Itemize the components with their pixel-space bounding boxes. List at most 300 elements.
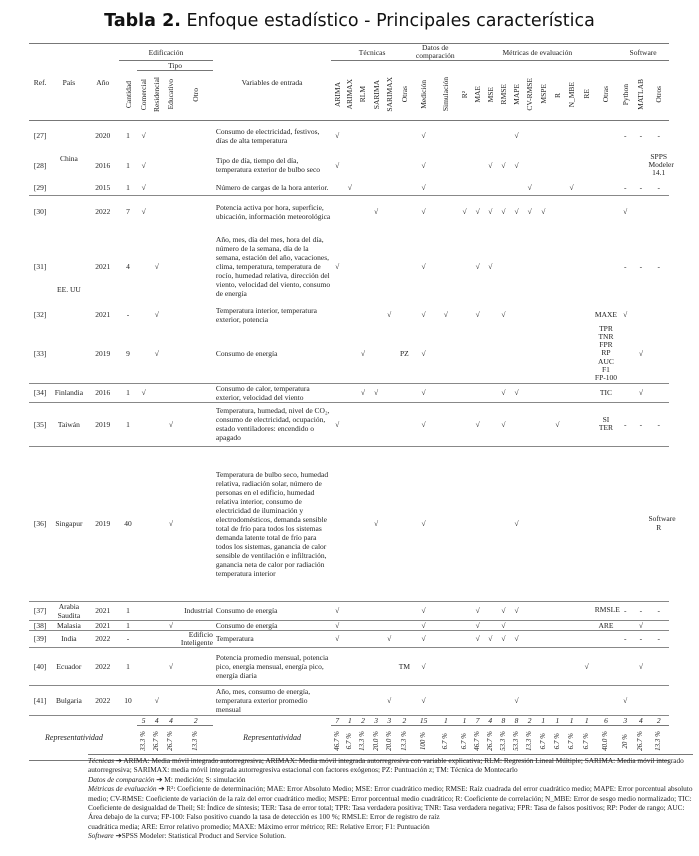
header-label: Python <box>620 83 630 105</box>
header-country: País <box>51 44 86 121</box>
percent-value: 100 % <box>419 732 428 751</box>
header-otras-2 <box>595 71 617 121</box>
country-cell: Ecuador <box>51 647 86 685</box>
cell-medici-n: √ <box>413 383 434 402</box>
quantity-cell: 1 <box>119 620 137 630</box>
cell-cv-rmse <box>523 151 536 180</box>
country-cell: Taiwán <box>51 402 86 446</box>
cell-mse <box>484 620 497 630</box>
header-label: MSPE <box>538 84 548 105</box>
cell-re <box>579 305 595 325</box>
cell-mspe <box>536 180 550 196</box>
cell-sarimax <box>383 601 396 620</box>
cell-n-mbe <box>565 325 579 384</box>
cell-r <box>550 685 564 715</box>
cell-r <box>550 325 564 384</box>
cell-sarimax: √ <box>383 685 396 715</box>
cell-otras <box>595 685 617 715</box>
year-cell: 2016 <box>87 383 119 402</box>
cell-rlm <box>356 196 369 228</box>
cell-mspe <box>536 620 550 630</box>
cell-arima: √ <box>331 601 343 620</box>
cell-sarima: √ <box>370 446 383 601</box>
cell-rlm <box>356 685 369 715</box>
footnote-label: Software <box>88 831 114 841</box>
building-otro-cell <box>179 180 213 196</box>
cell-arima <box>331 305 343 325</box>
cell-mse <box>484 647 497 685</box>
building-residencial-cell <box>150 620 163 630</box>
quantity-cell: 1 <box>119 601 137 620</box>
percent-value: 46.7 % <box>473 731 482 751</box>
cell-mspe <box>536 151 550 180</box>
cell-medici-n: √ <box>413 180 434 196</box>
header-cv-rmse <box>523 71 536 121</box>
method-count: 1 <box>579 715 595 725</box>
cell-otras <box>396 620 413 630</box>
percent-value: 26.7 % <box>166 731 175 751</box>
cell-mae: √ <box>472 620 484 630</box>
cell-mae: √ <box>475 261 480 271</box>
cell-medici-n: √ <box>413 630 434 647</box>
cell-otras <box>595 446 617 601</box>
cell-medici-n: √ <box>413 325 434 384</box>
cell-arimax <box>343 446 356 601</box>
cell-simulaci-n <box>434 630 457 647</box>
cell-otras: MAXE <box>594 310 618 319</box>
footnote <box>88 784 693 822</box>
ref-cell: [29] <box>29 180 51 196</box>
building-educativo-cell <box>163 383 178 402</box>
year-cell: 2022 <box>87 630 119 647</box>
header-label: RLM <box>358 86 368 103</box>
header-variables: Variables de entrada <box>213 44 331 121</box>
percent-value: 26.7 % <box>485 731 494 751</box>
cell-simulaci-n <box>434 228 457 305</box>
ref-cell: [40] <box>29 647 51 685</box>
quantity-cell: 4 <box>126 261 130 271</box>
percent-value: 20 % <box>620 733 629 749</box>
building-comercial-cell <box>137 305 150 325</box>
cell-matlab: √ <box>633 620 648 630</box>
cell-sarimax <box>383 228 396 305</box>
header-label: Simulación <box>441 77 451 112</box>
cell-otros <box>648 383 669 402</box>
cell-arimax <box>343 630 356 647</box>
cell-otras <box>396 630 413 647</box>
cell-medici-n: √ <box>413 620 434 630</box>
cell-otros: SPPS Modeler 14.1 <box>648 151 674 178</box>
cell-mape: √ <box>510 630 523 647</box>
percent-value: 20.0 % <box>371 731 380 751</box>
table-footnotes <box>88 754 693 841</box>
cell-rmse <box>497 685 510 715</box>
building-otro-cell: Edificio Inteligente <box>179 630 213 647</box>
cell-simulaci-n <box>434 121 457 151</box>
cell-cv-rmse <box>523 647 536 685</box>
cell-sarimax <box>383 647 396 685</box>
cell-re <box>579 121 595 151</box>
header-simulaci-n <box>434 71 457 121</box>
building-residencial-cell <box>150 196 163 228</box>
cell-r2 <box>457 685 471 715</box>
method-count: 6 <box>595 715 617 725</box>
header-group-metrics: Métricas de evaluación <box>457 44 617 61</box>
building-comercial-cell: √ <box>141 207 146 217</box>
cell-cv-rmse: √ <box>527 207 532 217</box>
method-count: 3 <box>383 715 396 725</box>
percent-value: 13.3 % <box>525 731 534 751</box>
header-rlm <box>356 71 369 121</box>
year-cell: 2022 <box>87 647 119 685</box>
cell-n-mbe <box>565 383 579 402</box>
ref-cell: [37] <box>29 601 51 620</box>
building-educativo-cell <box>163 196 178 228</box>
header-type-group: Tipo <box>137 61 213 71</box>
cell-otros: Software R <box>648 446 669 601</box>
cell-mspe <box>536 228 550 305</box>
cell-python: √ <box>623 310 628 319</box>
header-label: Otro <box>191 87 201 102</box>
cell-medici-n: √ <box>421 131 426 141</box>
cell-cv-rmse: √ <box>523 180 536 196</box>
building-educativo-cell <box>163 685 178 715</box>
cell-python: √ <box>623 207 628 217</box>
cell-mape: √ <box>514 160 519 170</box>
building-count: 5 <box>137 715 150 725</box>
building-comercial-cell: √ <box>137 180 150 196</box>
year-cell: 2021 <box>87 620 119 630</box>
header-label: MAPE <box>512 83 522 105</box>
quantity-cell: 1 <box>126 131 130 141</box>
cell-matlab: √ <box>633 383 648 402</box>
building-otro-cell <box>179 647 213 685</box>
cell-otras: TIC <box>595 383 617 402</box>
cell-sarimax <box>383 196 396 228</box>
cell-python <box>617 325 633 384</box>
cell-mape: √ <box>514 131 519 141</box>
cell-r2 <box>457 620 471 630</box>
cell-rlm <box>356 228 369 305</box>
cell-sarima <box>370 620 383 630</box>
cell-rlm <box>356 446 369 601</box>
cell-mspe <box>536 383 550 402</box>
table-body <box>29 121 676 761</box>
percent-value: 6.7 % <box>441 732 450 750</box>
building-residencial-cell <box>150 647 163 685</box>
cell-n-mbe <box>565 630 579 647</box>
cell-simulaci-n <box>434 620 457 630</box>
country-cell: Malasia <box>51 620 86 630</box>
cell-mape: √ <box>514 207 519 217</box>
cell-simulaci-n <box>434 151 457 180</box>
header-mae <box>472 71 484 121</box>
building-educativo-cell: √ <box>163 402 178 446</box>
footnote <box>88 822 693 831</box>
cell-r2 <box>457 647 471 685</box>
cell-cv-rmse <box>523 383 536 402</box>
cell-sarima <box>370 305 383 325</box>
cell-simulaci-n <box>434 383 457 402</box>
cell-n-mbe <box>565 228 579 305</box>
cell-arima <box>331 383 343 402</box>
header-r <box>550 71 564 121</box>
cell-simulaci-n <box>434 180 457 196</box>
cell-cv-rmse <box>523 121 536 151</box>
cell-otras: ARE <box>595 620 617 630</box>
footnote-text: ➔SPSS Modeler: Statistical Product and Service Solution. <box>113 831 287 841</box>
cell-r2: √ <box>462 207 467 217</box>
cell-arima <box>331 647 343 685</box>
table-row <box>29 685 669 715</box>
header-label: MSE <box>485 86 495 102</box>
cell-cv-rmse <box>523 305 536 325</box>
cell-matlab: - <box>639 131 643 141</box>
cell-otras: PZ <box>396 325 413 384</box>
cell-rmse: √ <box>501 310 506 319</box>
header-label: Otras <box>399 86 409 103</box>
cell-rmse <box>497 325 510 384</box>
cell-arimax <box>343 620 356 630</box>
cell-otras <box>396 402 413 446</box>
cell-python: - <box>617 180 633 196</box>
cell-python: - <box>617 630 633 647</box>
header-n-mbe <box>565 71 579 121</box>
method-count: 4 <box>484 715 497 725</box>
input-variables-cell: Tipo de día, tiempo del día, temperatura exterior de bulbo seco <box>215 156 321 174</box>
cell-matlab: - <box>633 402 648 446</box>
input-variables-cell: Consumo de electricidad, festivos, días de alta temperatura <box>215 126 320 145</box>
cell-mse: √ <box>484 630 497 647</box>
building-residencial-cell <box>150 180 163 196</box>
cell-otras <box>396 446 413 601</box>
cell-rlm <box>356 630 369 647</box>
cell-arimax <box>343 121 356 151</box>
building-otro-cell <box>179 620 213 630</box>
building-residencial-cell <box>150 402 163 446</box>
table-row <box>29 121 669 151</box>
cell-mape: √ <box>510 685 523 715</box>
cell-mae <box>472 121 484 151</box>
cell-re <box>579 620 595 630</box>
building-educativo-cell <box>163 228 178 305</box>
cell-rlm <box>356 305 369 325</box>
header-label: Otras <box>601 86 611 103</box>
cell-mspe <box>536 685 550 715</box>
cell-medici-n: √ <box>421 261 426 271</box>
cell-re: √ <box>579 647 595 685</box>
cell-n-mbe <box>565 446 579 601</box>
cell-python <box>617 446 633 601</box>
quantity-cell: 1 <box>119 180 137 196</box>
quantity-cell: 1 <box>119 383 137 402</box>
building-residencial-cell <box>150 383 163 402</box>
footnote <box>88 775 693 784</box>
method-count: 1 <box>565 715 579 725</box>
cell-arima: √ <box>331 620 343 630</box>
building-residencial-cell <box>150 151 163 180</box>
cell-r <box>550 601 564 620</box>
cell-mae: √ <box>472 601 484 620</box>
cell-re <box>579 196 595 228</box>
cell-rmse <box>497 446 510 601</box>
table-row <box>29 305 669 325</box>
table-row <box>29 383 669 402</box>
cell-rmse: √ <box>501 207 506 217</box>
method-count: 7 <box>331 715 343 725</box>
cell-arima <box>331 446 343 601</box>
header-quantity: Cantidad <box>119 71 137 121</box>
building-educativo-cell <box>163 180 178 196</box>
cell-simulaci-n <box>434 325 457 384</box>
representativity-label: Representatividad <box>29 715 119 760</box>
building-residencial-cell <box>150 630 163 647</box>
input-variables-cell: Temperatura <box>213 630 331 647</box>
quantity-cell: 40 <box>119 446 137 601</box>
cell-simulaci-n <box>434 601 457 620</box>
cell-python <box>617 383 633 402</box>
cell-rmse <box>497 121 510 151</box>
cell-python <box>617 620 633 630</box>
percent-value: 20.0 % <box>384 731 393 751</box>
percent-value: 13.3 % <box>654 731 663 751</box>
header-ref: Ref. <box>29 44 51 121</box>
cell-re <box>579 601 595 620</box>
cell-arimax <box>343 228 356 305</box>
year-cell: 2019 <box>87 446 119 601</box>
footnote-text: ➔ R²: Coeficiente de determinación; MAE: Error Absoluto Medio; MSE: Error cuadrático medio; RMSE: Raíz cuadrada del error cuadrático medio; MAPE: Error porcentual absoluto medio; CV-RMSE: Coeficiente de variación de la raíz del error cuadrático medio; MSPE: Error porcentual medio cuadrático; R: Coeficiente de correlación; N_MBE: Error de sesgo medio normalizado; TIC: Coeficiente de desigualdad de Theil; SI: Índice de síntesis; TER: Tasa de error total; TPR: Tasa verdadera positiva; TNR: Tasa verdadera negativa; FPR: Tasa de falsos positivos; RP: Poder de rango; AUC: Área debajo de la curva; FP-100: Falso positivo cuando la tasa de detección es 100 %; RMSLE: Error de registro de raíz <box>88 784 693 822</box>
cell-arima <box>331 685 343 715</box>
cell-cv-rmse <box>523 630 536 647</box>
cell-n-mbe <box>565 402 579 446</box>
footnote <box>88 831 693 840</box>
input-variables-cell: Consumo de energía <box>213 620 331 630</box>
cell-rmse <box>497 180 510 196</box>
cell-cv-rmse <box>523 446 536 601</box>
quantity-cell: 1 <box>119 402 137 446</box>
cell-r: √ <box>550 402 564 446</box>
ref-cell: [32] <box>33 310 47 319</box>
cell-mse <box>484 685 497 715</box>
cell-mspe <box>536 305 550 325</box>
percent-value: 6.7 % <box>567 732 576 750</box>
cell-rmse: √ <box>497 620 510 630</box>
cell-mae: √ <box>472 630 484 647</box>
percent-value: 13.3 % <box>191 731 200 751</box>
header-r2 <box>457 71 471 121</box>
ref-cell: [41] <box>29 685 51 715</box>
building-residencial-cell <box>150 446 163 601</box>
cell-cv-rmse <box>523 402 536 446</box>
cell-python: - <box>623 131 627 141</box>
quantity-cell: - <box>126 310 130 319</box>
cell-mse <box>484 402 497 446</box>
percent-value: 6.7 % <box>460 732 469 750</box>
cell-sarima <box>370 151 383 180</box>
cell-otros: - <box>648 180 669 196</box>
cell-arimax <box>343 151 356 180</box>
cell-rlm <box>356 601 369 620</box>
cell-re <box>579 383 595 402</box>
cell-arimax: √ <box>343 180 356 196</box>
percent-value: 40.0 % <box>601 731 610 751</box>
cell-mape <box>510 228 523 305</box>
method-count: 1 <box>550 715 564 725</box>
cell-matlab: - <box>633 180 648 196</box>
method-count: 1 <box>536 715 550 725</box>
header-building-educativo <box>163 71 178 121</box>
building-educativo-cell <box>163 305 178 325</box>
year-cell: 2016 <box>95 160 111 170</box>
building-educativo-cell: √ <box>163 446 178 601</box>
cell-r2 <box>457 121 471 151</box>
header-group-techniques: Técnicas <box>331 44 413 61</box>
building-comercial-cell <box>137 228 150 305</box>
building-otro-cell <box>179 305 213 325</box>
cell-n-mbe <box>565 601 579 620</box>
method-count: 15 <box>413 715 434 725</box>
cell-cv-rmse <box>523 601 536 620</box>
cell-re <box>579 325 595 384</box>
cell-arima: √ <box>331 402 343 446</box>
cell-r <box>550 446 564 601</box>
cell-matlab: √ <box>633 325 648 384</box>
cell-sarima: √ <box>374 207 379 217</box>
building-otro-cell <box>179 446 213 601</box>
table-row <box>29 620 669 630</box>
country-cell: EE. UU <box>51 196 86 384</box>
cell-otras <box>396 196 413 228</box>
method-count: 1 <box>434 715 457 725</box>
building-educativo-cell <box>163 630 178 647</box>
header-re <box>579 71 595 121</box>
header-label: ARIMAX <box>345 79 355 110</box>
representativity-label: Representatividad <box>213 715 331 760</box>
cell-matlab: - <box>633 601 648 620</box>
cell-mse <box>484 325 497 384</box>
cell-otros <box>648 647 669 685</box>
cell-otras <box>595 151 617 180</box>
cell-medici-n: √ <box>413 647 434 685</box>
year-cell: 2021 <box>95 261 111 271</box>
building-residencial-cell: √ <box>154 310 159 319</box>
header-mspe <box>536 71 550 121</box>
cell-matlab <box>633 305 648 325</box>
cell-medici-n: √ <box>413 601 434 620</box>
cell-mae <box>472 151 484 180</box>
header-arima <box>331 71 343 121</box>
cell-mape: √ <box>510 601 523 620</box>
cell-r <box>550 228 564 305</box>
cell-n-mbe <box>565 647 579 685</box>
cell-sarimax <box>383 620 396 630</box>
cell-arimax <box>343 383 356 402</box>
footnote-text: ➔ M: medición; S: simulación <box>154 774 246 784</box>
ref-cell: [27] <box>33 131 47 141</box>
cell-matlab: - <box>639 261 643 271</box>
cell-n-mbe <box>565 305 579 325</box>
cell-python <box>617 151 633 180</box>
cell-sarima <box>370 228 383 305</box>
cell-otros: - <box>657 131 660 141</box>
footnote-text: cuadrática media; ARE: Error relativo promedio; MAXE: Máximo error métrico; RE: Relative Error; F1: Puntuación <box>88 821 430 831</box>
header-arimax <box>343 71 356 121</box>
cell-matlab <box>633 196 648 228</box>
cell-mse <box>484 180 497 196</box>
cell-mspe <box>536 325 550 384</box>
building-otro-cell <box>179 151 213 180</box>
building-residencial-cell <box>150 121 163 151</box>
